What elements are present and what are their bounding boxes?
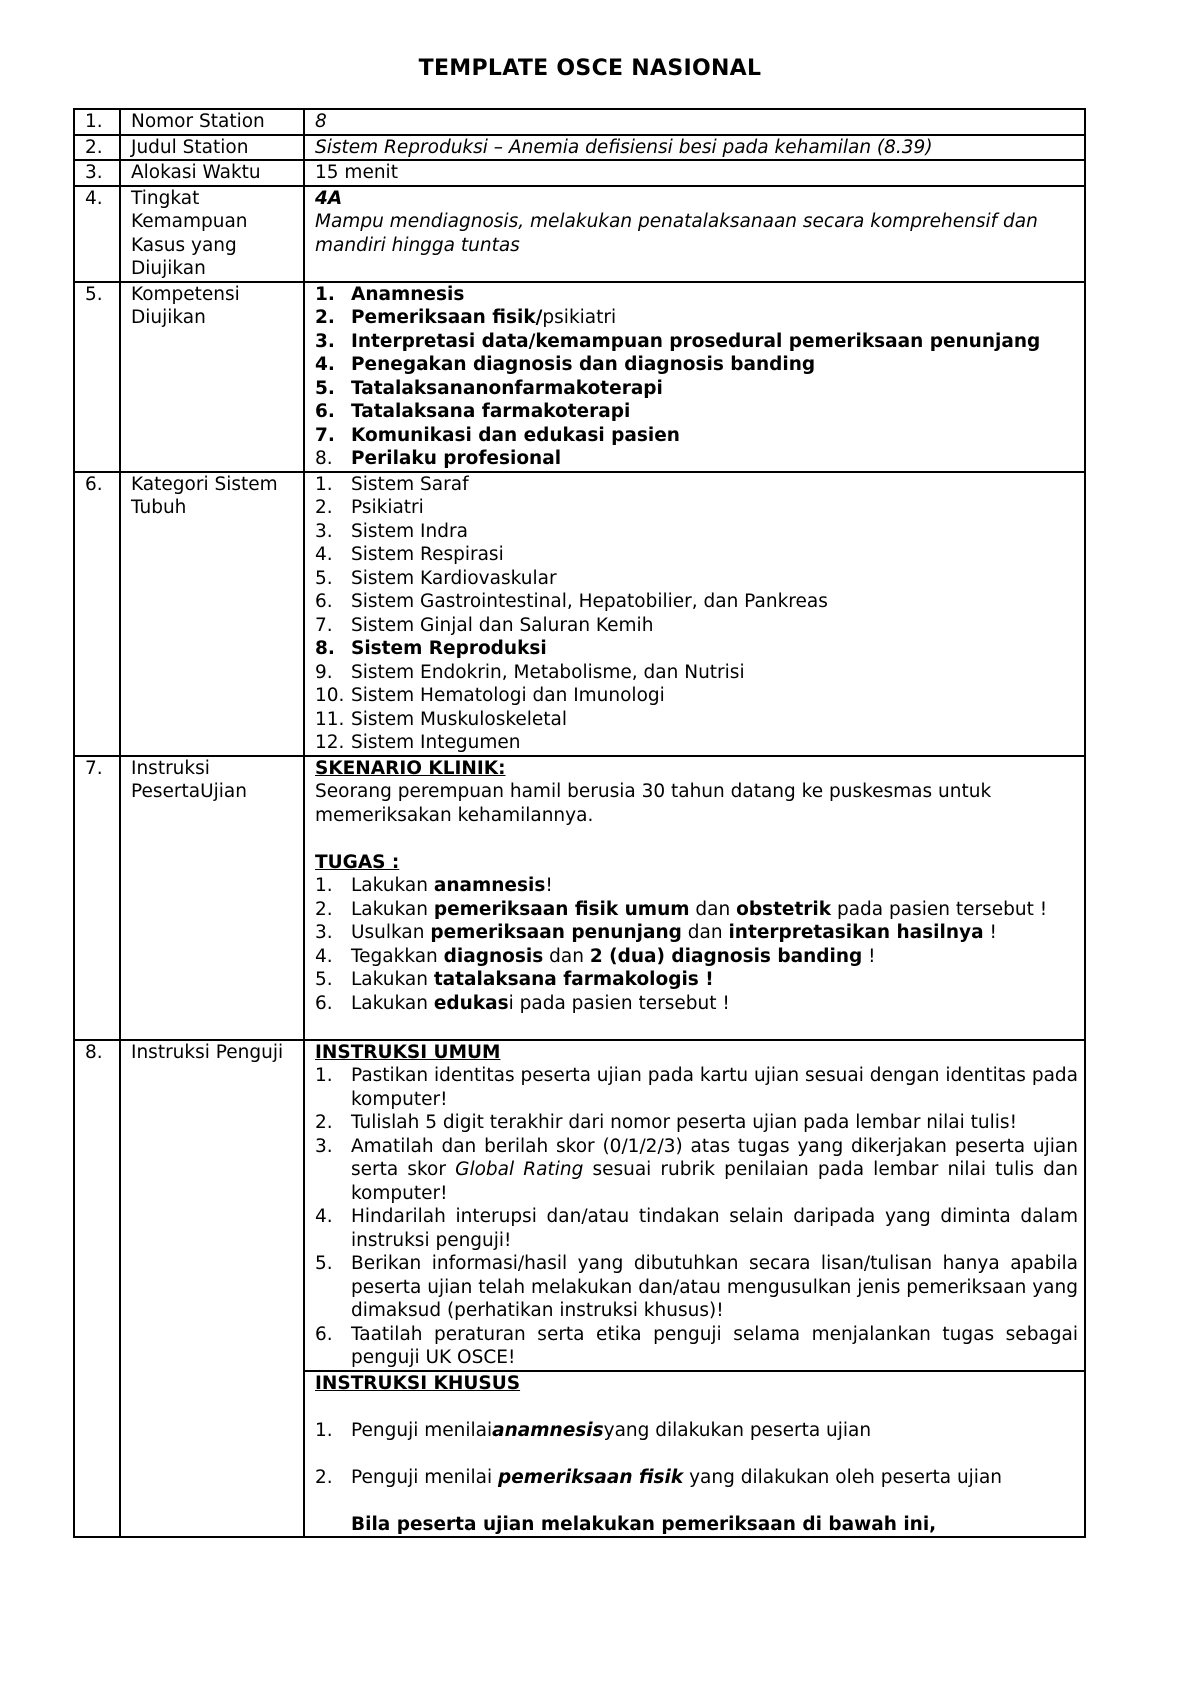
list-item: 1. Pastikan identitas peserta ujian pada kartu ujian sesuai dengan identitas pada komputer! xyxy=(315,1065,1078,1110)
table-row xyxy=(74,472,1085,756)
list-item: 7. Komunikasi dan edukasi pasien xyxy=(315,424,680,446)
station-number: 8 xyxy=(304,109,1085,135)
list-item: 6. Tatalaksana farmakoterapi xyxy=(315,401,631,422)
list-item: 2. Penguji menilai pemeriksaan fisik yang dilakukan oleh peserta ujian xyxy=(315,1466,1003,1488)
list-item: 8. Sistem Reproduksi xyxy=(315,638,547,659)
row-number: 8. xyxy=(74,1040,120,1538)
scenario-text: Seorang perempuan hamil berusia 30 tahun datang ke puskesmas untuk memeriksakan kehamilannya. xyxy=(315,781,992,826)
table-row xyxy=(74,186,1085,282)
row-label: Instruksi Penguji xyxy=(120,1040,304,1538)
document-title: TEMPLATE OSCE NASIONAL xyxy=(418,56,762,81)
list-item: 7. Sistem Ginjal dan Saluran Kemih xyxy=(315,614,654,636)
table-row xyxy=(74,282,1085,472)
row-number: 7. xyxy=(74,756,120,1040)
task-list xyxy=(315,874,1078,1015)
body-system-list xyxy=(315,473,1078,755)
list-item: 11. Sistem Muskuloskeletal xyxy=(315,708,568,730)
list-item: 6. Sistem Gastrointestinal, Hepatobilier, dan Pankreas xyxy=(315,591,828,612)
list-item: 5. Berikan informasi/hasil yang dibutuhkan secara lisan/tulisan hanya apabila peserta ujian telah melakukan dan/atau mengusulkan jenis pemeriksaan yang dimaksud (perhatikan instruksi khusus)! xyxy=(315,1253,1078,1321)
list-item: 3. Interpretasi data/kemampuan prosedural pemeriksaan penunjang xyxy=(315,330,1041,352)
special-instruction-note: Bila peserta ujian melakukan pemeriksaan di bawah ini, xyxy=(351,1513,937,1535)
row-label: Tingkat Kemampuan Kasus yang Diujikan xyxy=(120,186,304,282)
row-number: 6. xyxy=(74,472,120,756)
list-item: 4. Tegakkan diagnosis dan 2 (dua) diagnosis banding ! xyxy=(315,945,876,967)
competency-level-cell xyxy=(304,186,1085,282)
list-item: 5. Lakukan tatalaksana farmakologis ! xyxy=(315,969,714,990)
general-instruction-list xyxy=(315,1064,1078,1370)
table-row xyxy=(74,160,1085,186)
competency-list-cell xyxy=(304,282,1085,472)
row-label: Nomor Station xyxy=(120,109,304,135)
list-item: 4. Sistem Respirasi xyxy=(315,544,504,565)
list-item: 2. Psikiatri xyxy=(315,497,424,518)
list-item: 12. Sistem Integumen xyxy=(315,732,521,753)
competency-level: 4A xyxy=(315,187,343,209)
list-item: 1. Lakukan anamnesis! xyxy=(315,875,553,896)
row-number: 1. xyxy=(74,109,120,135)
list-item: 2. Pemeriksaan fisik/psikiatri xyxy=(315,307,617,328)
list-item: 10. Sistem Hematologi dan Imunologi xyxy=(315,685,665,706)
osce-table xyxy=(73,108,1086,1538)
scenario-heading: SKENARIO KLINIK: xyxy=(315,757,506,779)
list-item: 2. Lakukan pemeriksaan fisik umum dan obstetrik pada pasien tersebut ! xyxy=(315,898,1048,920)
row-number: 4. xyxy=(74,186,120,282)
row-label: Alokasi Waktu xyxy=(120,160,304,186)
list-item: 5. Tatalaksananonfarmakoterapi xyxy=(315,377,663,399)
table-row xyxy=(74,1040,1085,1371)
table-row xyxy=(74,756,1085,1040)
list-item: 3. Sistem Indra xyxy=(315,520,468,542)
body-system-list-cell xyxy=(304,472,1085,756)
row-label: Instruksi PesertaUjian xyxy=(120,756,304,1040)
list-item: 2. Tulislah 5 digit terakhir dari nomor peserta ujian pada lembar nilai tulis! xyxy=(315,1112,1017,1133)
list-item: 4. Penegakan diagnosis dan diagnosis banding xyxy=(315,354,816,375)
special-instruction-heading: INSTRUKSI KHUSUS xyxy=(315,1372,521,1394)
time-allocation: 15 menit xyxy=(304,160,1085,186)
tasks-heading: TUGAS : xyxy=(315,851,400,873)
general-instruction-heading: INSTRUKSI UMUM xyxy=(315,1041,501,1063)
row-number: 5. xyxy=(74,282,120,472)
list-item: 3. Usulkan pemeriksaan penunjang dan interpretasikan hasilnya ! xyxy=(315,922,997,943)
row-label: Kompetensi Diujikan xyxy=(120,282,304,472)
general-instruction-cell xyxy=(304,1040,1085,1371)
row-label: Kategori Sistem Tubuh xyxy=(120,472,304,756)
list-item: 6. Taatilah peraturan serta etika penguji selama menjalankan tugas sebagai penguji UK OSCE! xyxy=(315,1323,1078,1368)
list-item: 1. Penguji menilaianamnesisyang dilakukan peserta ujian xyxy=(315,1419,872,1441)
competency-level-description: Mampu mendiagnosis, melakukan penatalaksanaan secara komprehensif dan mandiri hingga tuntas xyxy=(315,211,1038,256)
list-item: 3. Amatilah dan berilah skor (0/1/2/3) atas tugas yang dikerjakan peserta ujian serta skor Global Rating sesuai rubrik penilaian pada lembar nilai tulis dan komputer! xyxy=(315,1135,1078,1204)
list-item: 5. Sistem Kardiovaskular xyxy=(315,567,557,589)
list-item: 4. Hindarilah interupsi dan/atau tindakan selain daripada yang diminta dalam instruksi penguji! xyxy=(315,1206,1078,1251)
list-item: 9. Sistem Endokrin, Metabolisme, dan Nutrisi xyxy=(315,661,745,683)
list-item: 1. Anamnesis xyxy=(315,283,465,305)
row-number: 3. xyxy=(74,160,120,186)
special-instruction-cell xyxy=(304,1371,1085,1538)
list-item: 8. Perilaku profesional xyxy=(315,448,562,469)
row-label: Judul Station xyxy=(120,135,304,161)
competency-list xyxy=(315,283,1078,471)
table-row xyxy=(74,135,1085,161)
list-item: 6. Lakukan edukasi pada pasien tersebut ! xyxy=(315,992,730,1014)
row-number: 2. xyxy=(74,135,120,161)
special-instruction-list xyxy=(315,1419,1078,1490)
station-title: Sistem Reproduksi – Anemia defisiensi besi pada kehamilan (8.39) xyxy=(304,135,1085,161)
list-item: 1. Sistem Saraf xyxy=(315,473,469,495)
participant-instruction-cell xyxy=(304,756,1085,1040)
table-row xyxy=(74,109,1085,135)
